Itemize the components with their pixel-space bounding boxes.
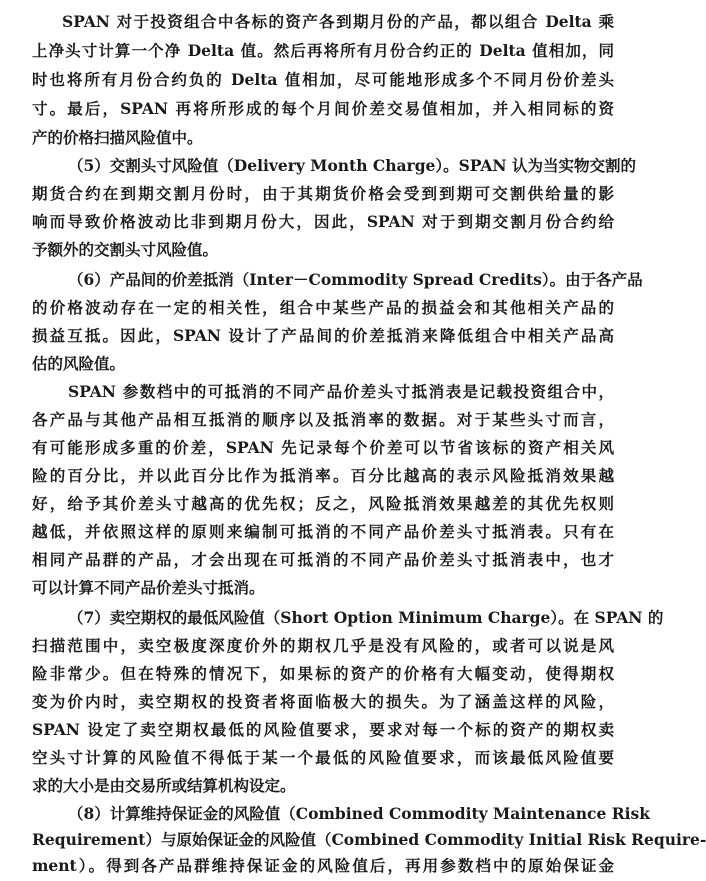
text-line: 产的价格扫描风险值中。 <box>32 128 203 147</box>
text-line: 寸。最后，SPAN 再将所形成的每个月间价差交易值相加，并入相同标的资 <box>32 99 614 118</box>
text-line: 变为价内时，卖空期权的投资者将面临极大的损失。为了涵盖这样的风险， <box>32 692 614 711</box>
text-line: 扫描范围中，卖空极度深度价外的期权几乎是没有风险的，或者可以说是风 <box>32 636 614 655</box>
text-line: 有可能形成多重的价差，SPAN 先记录每个价差可以节省该标的资产相关风 <box>32 438 614 457</box>
text-line: 险的百分比，并以此百分比作为抵消率。百分比越高的表示风险抵消效果越 <box>32 466 614 485</box>
section-6-heading-line: （6）产品间的价差抵消（Inter－Commodity Spread Credits）。由于各产品 <box>68 270 643 289</box>
text-line: SPAN 参数档中的可抵消的不同产品价差头寸抵消表是记载投资组合中， <box>68 382 614 401</box>
text-line: 期货合约在到期交割月份时，由于其期货价格会受到到期可交割供给量的影 <box>32 184 614 203</box>
text-line: 予额外的交割头寸风险值。 <box>32 240 219 259</box>
text-line: 相同产品群的产品，才会出现在可抵消的不同产品价差头寸抵消表中，也才 <box>32 550 614 569</box>
text-line: 响而导致价格波动比非到期月份大，因此，SPAN 对于到期交割月份合约给 <box>32 212 614 231</box>
text-line: 险非常少。但在特殊的情况下，如果标的资产的价格有大幅变动，使得期权 <box>32 664 614 683</box>
text-line: 各产品与其他产品相互抵消的顺序以及抵消率的数据。对于某些头寸而言， <box>32 410 614 429</box>
text-line: 空头寸计算的风险值不得低于某一个最低的风险值要求，而该最低风险值要 <box>32 748 614 767</box>
text-line: 估的风险值。 <box>32 354 126 373</box>
text-line: ment）。得到各产品群维持保证金的风险值后，再用参数档中的原始保证金 <box>32 856 614 875</box>
section-5-heading-line: （5）交割头寸风险值（Delivery Month Charge）。SPAN 认为当实物交割的 <box>68 156 636 175</box>
text-line: 求的大小是由交易所或结算机构设定。 <box>32 776 296 795</box>
text-line: 损益互抵。因此，SPAN 设计了产品间的价差抵消来降低组合中相关产品高 <box>32 326 614 345</box>
text-line: SPAN 对于投资组合中各标的资产各到期月份的产品，都以组合 Delta 乘 <box>62 12 614 31</box>
section-7-heading-line: （7）卖空期权的最低风险值（Short Option Minimum Charge）。在 SPAN 的 <box>68 608 664 627</box>
text-line: 可以计算不同产品价差头寸抵消。 <box>32 578 265 597</box>
text-line: 时也将所有月份合约负的 Delta 值相加，尽可能地形成多个不同月份价差头 <box>32 70 614 89</box>
section-8-heading-line: （8）计算维持保证金的风险值（Combined Commodity Maintenance Risk <box>68 804 650 823</box>
text-line: 好，给予其价差头寸越高的优先权；反之，风险抵消效果越差的其优先权则 <box>32 494 614 513</box>
text-line: SPAN 设定了卖空期权最低的风险值要求，要求对每一个标的资产的期权卖 <box>32 720 614 739</box>
text-line: 的价格波动存在一定的相关性，组合中某些产品的损益会和其他相关产品的 <box>32 298 614 317</box>
text-line: 上净头寸计算一个净 Delta 值。然后再将所有月份合约正的 Delta 值相加，同 <box>32 41 614 60</box>
text-line: Requirement）与原始保证金的风险值（Combined Commodity Initial Risk Require- <box>32 830 706 849</box>
text-line: 越低，并依照这样的原则来编制可抵消的不同产品价差头寸抵消表。只有在 <box>32 522 614 541</box>
